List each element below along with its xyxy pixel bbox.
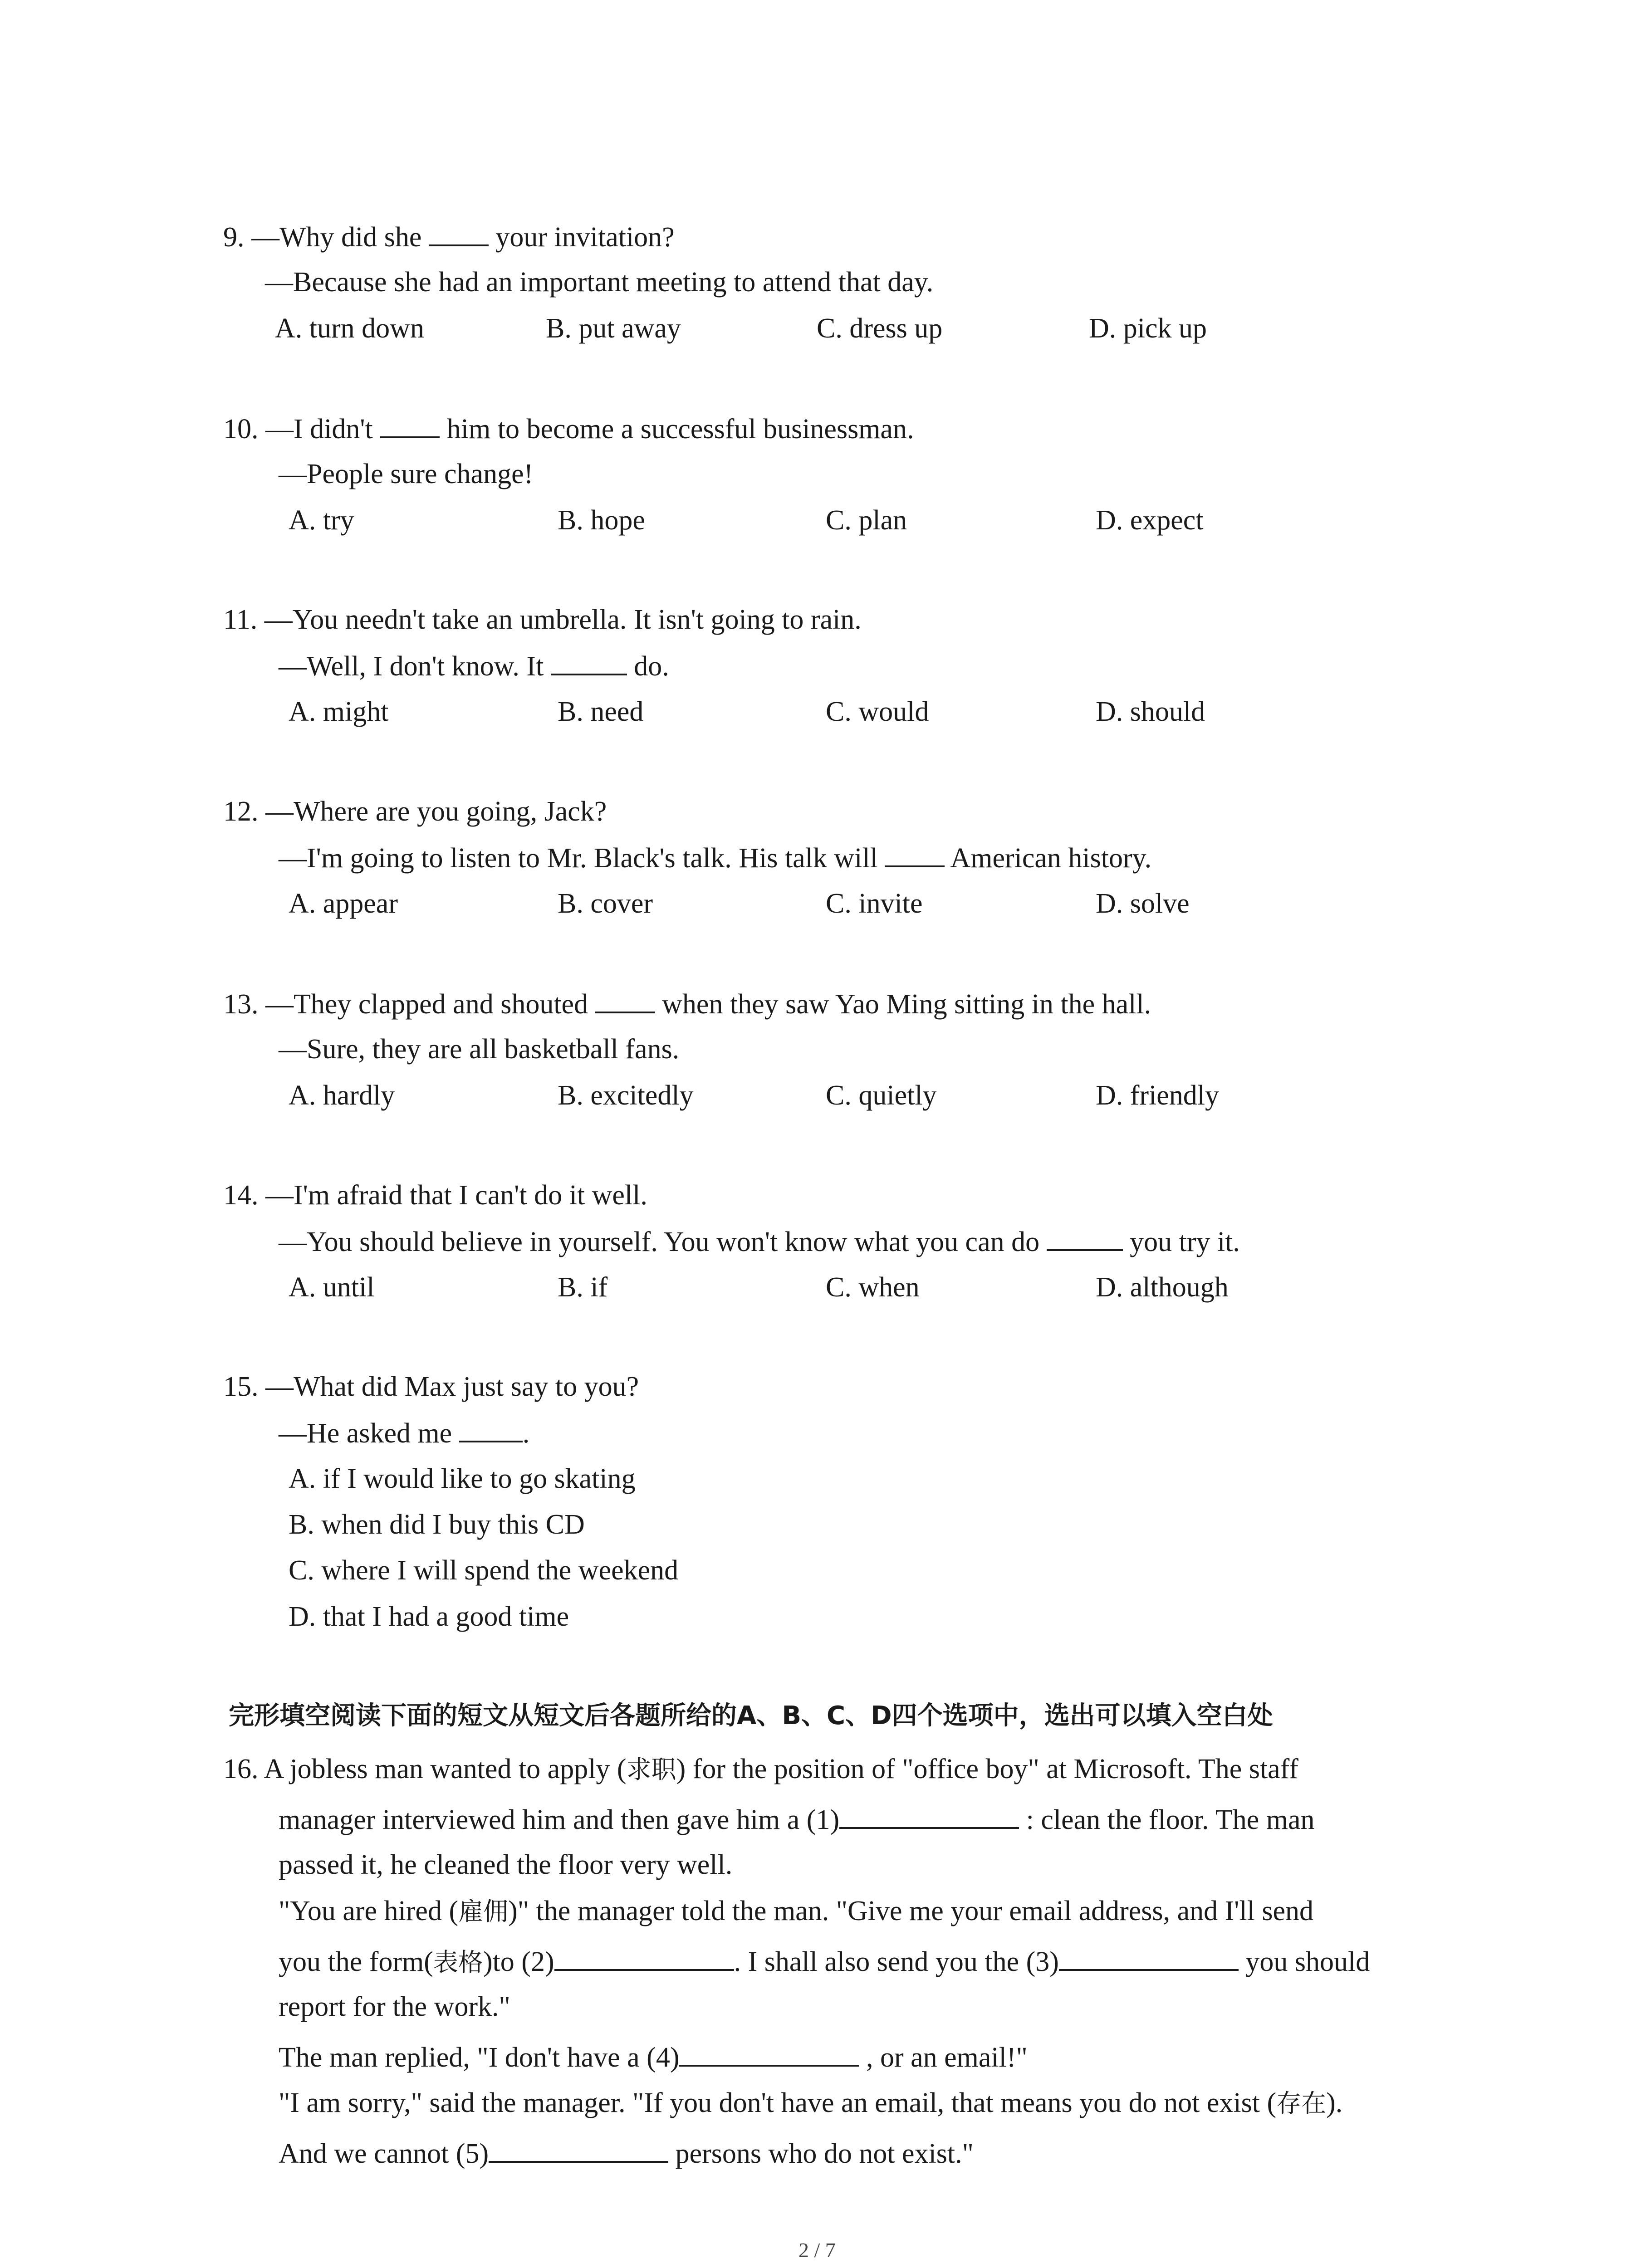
passage-line-5 (279, 1944, 1370, 1980)
question-9-option-d: D. pick up (1089, 313, 1207, 344)
question-15-option-b: B. when did I buy this CD (289, 1509, 585, 1540)
question-9-option-b: B. put away (546, 313, 681, 344)
passage-text: "You are hired ( (279, 1896, 459, 1926)
question-11-stem (223, 602, 862, 637)
question-13-option-d: D. friendly (1096, 1080, 1220, 1111)
answer-blank-5 (489, 2136, 668, 2163)
question-10-reply: —People sure change! (279, 459, 534, 489)
answer-blank (459, 1415, 523, 1442)
question-9-reply: —Because she had an important meeting to attend that day. (265, 267, 934, 298)
section-title: 完形填空阅读下面的短文从短文后各题所给的A、B、C、D四个选项中，选出可以填入空白处 (229, 1701, 1273, 1730)
question-14-reply (279, 1224, 1240, 1259)
question-text: —What did Max just say to you? (265, 1371, 639, 1402)
question-13-option-a: A. hardly (289, 1080, 395, 1111)
question-13-option-b: B. excitedly (558, 1080, 694, 1111)
reply-text: —Well, I don't know. It (279, 651, 544, 682)
passage-text: . I shall also send you the (3) (734, 1946, 1059, 1977)
reply-text: —He asked me (279, 1418, 452, 1449)
question-12-option-a: A. appear (289, 888, 398, 919)
question-12-reply (279, 840, 1151, 875)
passage-text: "I am sorry," said the manager. "If you don't have an email, that means you do not exist ( (279, 2087, 1277, 2118)
chinese-gloss: 表格 (433, 1948, 483, 1977)
answer-blank (595, 986, 655, 1013)
passage-line-2 (279, 1802, 1314, 1837)
question-12-option-c: C. invite (826, 888, 923, 919)
passage-text: A jobless man wanted to apply ( (264, 1754, 627, 1784)
question-15-option-c: C. where I will spend the weekend (289, 1555, 679, 1586)
question-10-option-a: A. try (289, 505, 354, 536)
answer-blank (885, 840, 945, 867)
answer-blank-2 (554, 1944, 734, 1971)
page-number: 2 / 7 (798, 2239, 836, 2262)
passage-text: ) for the position of "office boy" at Microsoft. The staff (676, 1754, 1298, 1784)
question-11-option-b: B. need (558, 696, 644, 727)
question-11-option-c: C. would (826, 696, 929, 727)
question-text: when they saw Yao Ming sitting in the hall. (662, 989, 1151, 1020)
question-text: —Where are you going, Jack? (265, 796, 607, 827)
answer-blank (380, 411, 440, 438)
question-text: —You needn't take an umbrella. It isn't going to rain. (264, 604, 862, 635)
passage-text: , or an email!" (866, 2042, 1028, 2073)
question-text: —Why did she (251, 222, 422, 253)
passage-line-3: passed it, he cleaned the floor very well. (279, 1849, 733, 1880)
question-number: 9. (223, 222, 245, 253)
question-15-stem (223, 1369, 639, 1404)
question-10-stem (223, 411, 914, 446)
question-9-option-a: A. turn down (275, 313, 424, 344)
question-9-option-c: C. dress up (817, 313, 943, 344)
question-12-option-b: B. cover (558, 888, 653, 919)
question-11-reply (279, 648, 669, 684)
question-number: 10. (223, 414, 259, 445)
answer-blank (429, 219, 489, 246)
question-text: —They clapped and shouted (265, 989, 588, 1020)
question-13-option-c: C. quietly (826, 1080, 937, 1111)
question-12-option-d: D. solve (1096, 888, 1190, 919)
question-text: —I'm afraid that I can't do it well. (265, 1180, 647, 1211)
passage-text: )" the manager told the man. "Give me your email address, and I'll send (508, 1896, 1313, 1926)
chinese-gloss: 存在 (1276, 2089, 1327, 2118)
passage-line-6: report for the work." (279, 1991, 510, 2022)
question-14-option-c: C. when (826, 1272, 920, 1303)
question-text: your invitation? (495, 222, 675, 253)
question-13-stem (223, 986, 1151, 1022)
passage-line-4 (279, 1894, 1313, 1929)
answer-blank-1 (839, 1802, 1019, 1829)
chinese-gloss: 雇佣 (458, 1897, 509, 1926)
answer-blank (551, 648, 627, 675)
question-10-option-d: D. expect (1096, 505, 1204, 536)
passage-text: The man replied, "I don't have a (4) (279, 2042, 680, 2073)
question-number: 14. (223, 1180, 259, 1211)
question-13-reply: —Sure, they are all basketball fans. (279, 1034, 680, 1065)
passage-line-1 (223, 1752, 1298, 1787)
passage-text: you the form( (279, 1946, 433, 1977)
passage-text: : clean the floor. The man (1026, 1804, 1315, 1835)
reply-text: —I'm going to listen to Mr. Black's talk. His talk will (279, 843, 878, 874)
question-text: —I didn't (265, 414, 373, 445)
question-14-option-d: D. although (1096, 1272, 1229, 1303)
passage-line-8 (279, 2086, 1342, 2121)
reply-text: . (522, 1418, 530, 1449)
question-12-stem (223, 794, 607, 829)
question-number: 12. (223, 796, 259, 827)
question-number: 16. (223, 1754, 259, 1784)
answer-blank (1047, 1224, 1123, 1251)
question-number: 15. (223, 1371, 259, 1402)
question-15-option-a: A. if I would like to go skating (289, 1463, 636, 1494)
passage-text: And we cannot (5) (279, 2138, 489, 2169)
passage-text: manager interviewed him and then gave him a (1) (279, 1804, 840, 1835)
answer-blank-4 (679, 2039, 859, 2067)
question-14-option-b: B. if (558, 1272, 608, 1303)
reply-text: you try it. (1130, 1227, 1240, 1257)
chinese-gloss: 求职 (626, 1755, 676, 1784)
question-number: 11. (223, 604, 258, 635)
reply-text: do. (634, 651, 669, 682)
passage-text: ). (1326, 2087, 1343, 2118)
question-15-reply (279, 1415, 529, 1451)
passage-text: you should (1245, 1946, 1370, 1977)
question-10-option-c: C. plan (826, 505, 907, 536)
question-9-stem (223, 219, 675, 254)
question-text: him to become a successful businessman. (446, 414, 914, 445)
question-11-option-d: D. should (1096, 696, 1205, 727)
question-14-stem (223, 1178, 647, 1212)
reply-text: American history. (950, 843, 1152, 874)
passage-text: persons who do not exist." (675, 2138, 974, 2169)
reply-text: —You should believe in yourself. You won't know what you can do (279, 1227, 1040, 1257)
question-11-option-a: A. might (289, 696, 389, 727)
question-number: 13. (223, 989, 259, 1020)
answer-blank-3 (1059, 1944, 1239, 1971)
question-10-option-b: B. hope (558, 505, 645, 536)
passage-text: )to (2) (483, 1946, 554, 1977)
question-15-option-d: D. that I had a good time (289, 1601, 569, 1632)
question-14-option-a: A. until (289, 1272, 375, 1303)
passage-line-9 (279, 2136, 974, 2171)
passage-line-7 (279, 2039, 1028, 2075)
